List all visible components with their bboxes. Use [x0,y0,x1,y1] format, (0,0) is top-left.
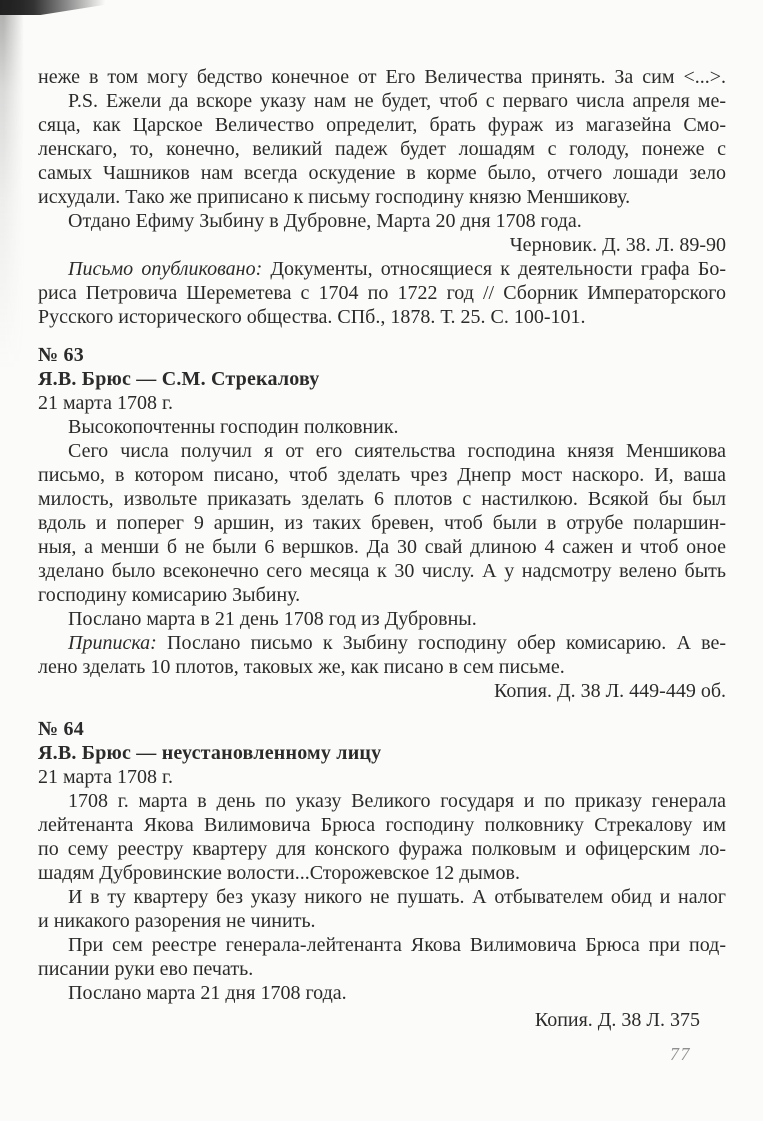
text-line: Высокопочтенны господин полковник. [68,416,399,438]
archive-reference: Черновик. Д. 38. Л. 89-90 [509,234,726,256]
publication-note-line: Русского исторического общества. СПб., 1878. Т. 25. С. 100-101. [38,306,586,328]
text-line: писании руки ево печать. [38,958,254,980]
publication-note-label: Письмо опубликовано: [68,258,271,280]
text-line: сяца, как Царское Величество определит, брать фураж из магазейна Смо- [38,114,726,136]
postscript-line [38,631,726,655]
publication-note-line: риса Петровича Шереметева с 1704 по 1722 год // Сборник Императорского [38,282,726,304]
text-line: При сем реестре генерала-лейтенанта Якова Вилимовича Брюса при под- [68,934,726,956]
text-line: Послано марта в 21 день 1708 год из Дубровны. [68,608,477,630]
doc-date: 21 марта 1708 г. [38,766,173,788]
archive-reference: Копия. Д. 38 Л. 375 [534,1009,700,1031]
text-line: по сему реестру квартеру для конского фуража полковым и офицерским ло- [38,838,726,860]
text-line: ныя, а менши б не были 6 вершков. Да 30 свай длиною 4 сажен и чтоб оное [38,536,726,558]
postscript-text: Послано письмо к Зыбину господину обер комисарию. А ве- [167,632,727,654]
text-line: P.S. Ежели да вскоре указу нам не будет, чтоб с перваго числа апреля ме- [68,90,726,112]
text-line: И в ту квартеру без указу никого не пушать. А отбывателем обид и налог [68,886,726,908]
doc-title-heading: Я.В. Брюс — С.М. Стрекалову [38,368,320,390]
text-line: Послано марта 21 дня 1708 года. [68,982,347,1004]
text-line: ленскаго, то, конечно, великий падеж будет лошадям с голоду, понеже с [38,138,726,160]
text-line: господину комисарию Зыбину. [38,584,301,606]
doc-number-heading: № 63 [38,344,84,366]
postscript-line: лено зделать 10 плотов, таковых же, как писано в сем письме. [38,656,565,678]
postscript-label: Приписка: [68,632,168,654]
text-line: милость, извольте приказать зделать 6 плотов с настилкою. Всякой бы был [38,488,726,510]
text-line: неже в том могу бедство конечное от Его Величества принять. За сим <...>. [38,66,726,88]
doc-title-heading: Я.В. Брюс — неустановленному лицу [38,742,382,764]
text-line: шадям Дубровинские волости...Сторожевское 12 дымов. [38,862,520,884]
doc-date: 21 марта 1708 г. [38,392,173,414]
text-line: письмо, в котором писано, чтоб зделать чрез Днепр мост наскоро. И, ваша [38,464,726,486]
text-line: лейтенанта Якова Вилимовича Брюса господину полковнику Стрекалову им [38,814,726,836]
text-line: самых Чашников нам всегда оскудение в корме было, отчего лошади зело [38,162,726,184]
text-line: 1708 г. марта в день по указу Великого государя и по приказу генерала [68,790,726,812]
archive-reference: Копия. Д. 38 Л. 449-449 об. [494,680,726,702]
doc-number-heading: № 64 [38,718,84,740]
publication-note-line [38,257,726,281]
scan-edge-shadow [0,0,24,370]
text-line: и никакого разорения не чинить. [38,910,316,932]
page-text-block [38,65,726,1032]
text-line: исхудали. Тако же приписано к письму господину князю Меншикову. [38,186,631,208]
text-line: зделано было всеконечно сего месяца к 30 числу. А у надсмотру велено быть [38,560,726,582]
text-line: Отдано Ефиму Зыбину в Дубровне, Марта 20 дня 1708 года. [68,210,582,232]
text-line: вдоль и поперег 9 аршин, из таких бревен, чтоб были в отрубе поларшин- [38,512,726,534]
page-number: 77 [670,1044,691,1064]
publication-note-text: Документы, относящиеся к деятельности графа Бо- [270,258,726,280]
text-line: Сего числа получил я от его сиятельства господина князя Меншикова [68,440,726,462]
